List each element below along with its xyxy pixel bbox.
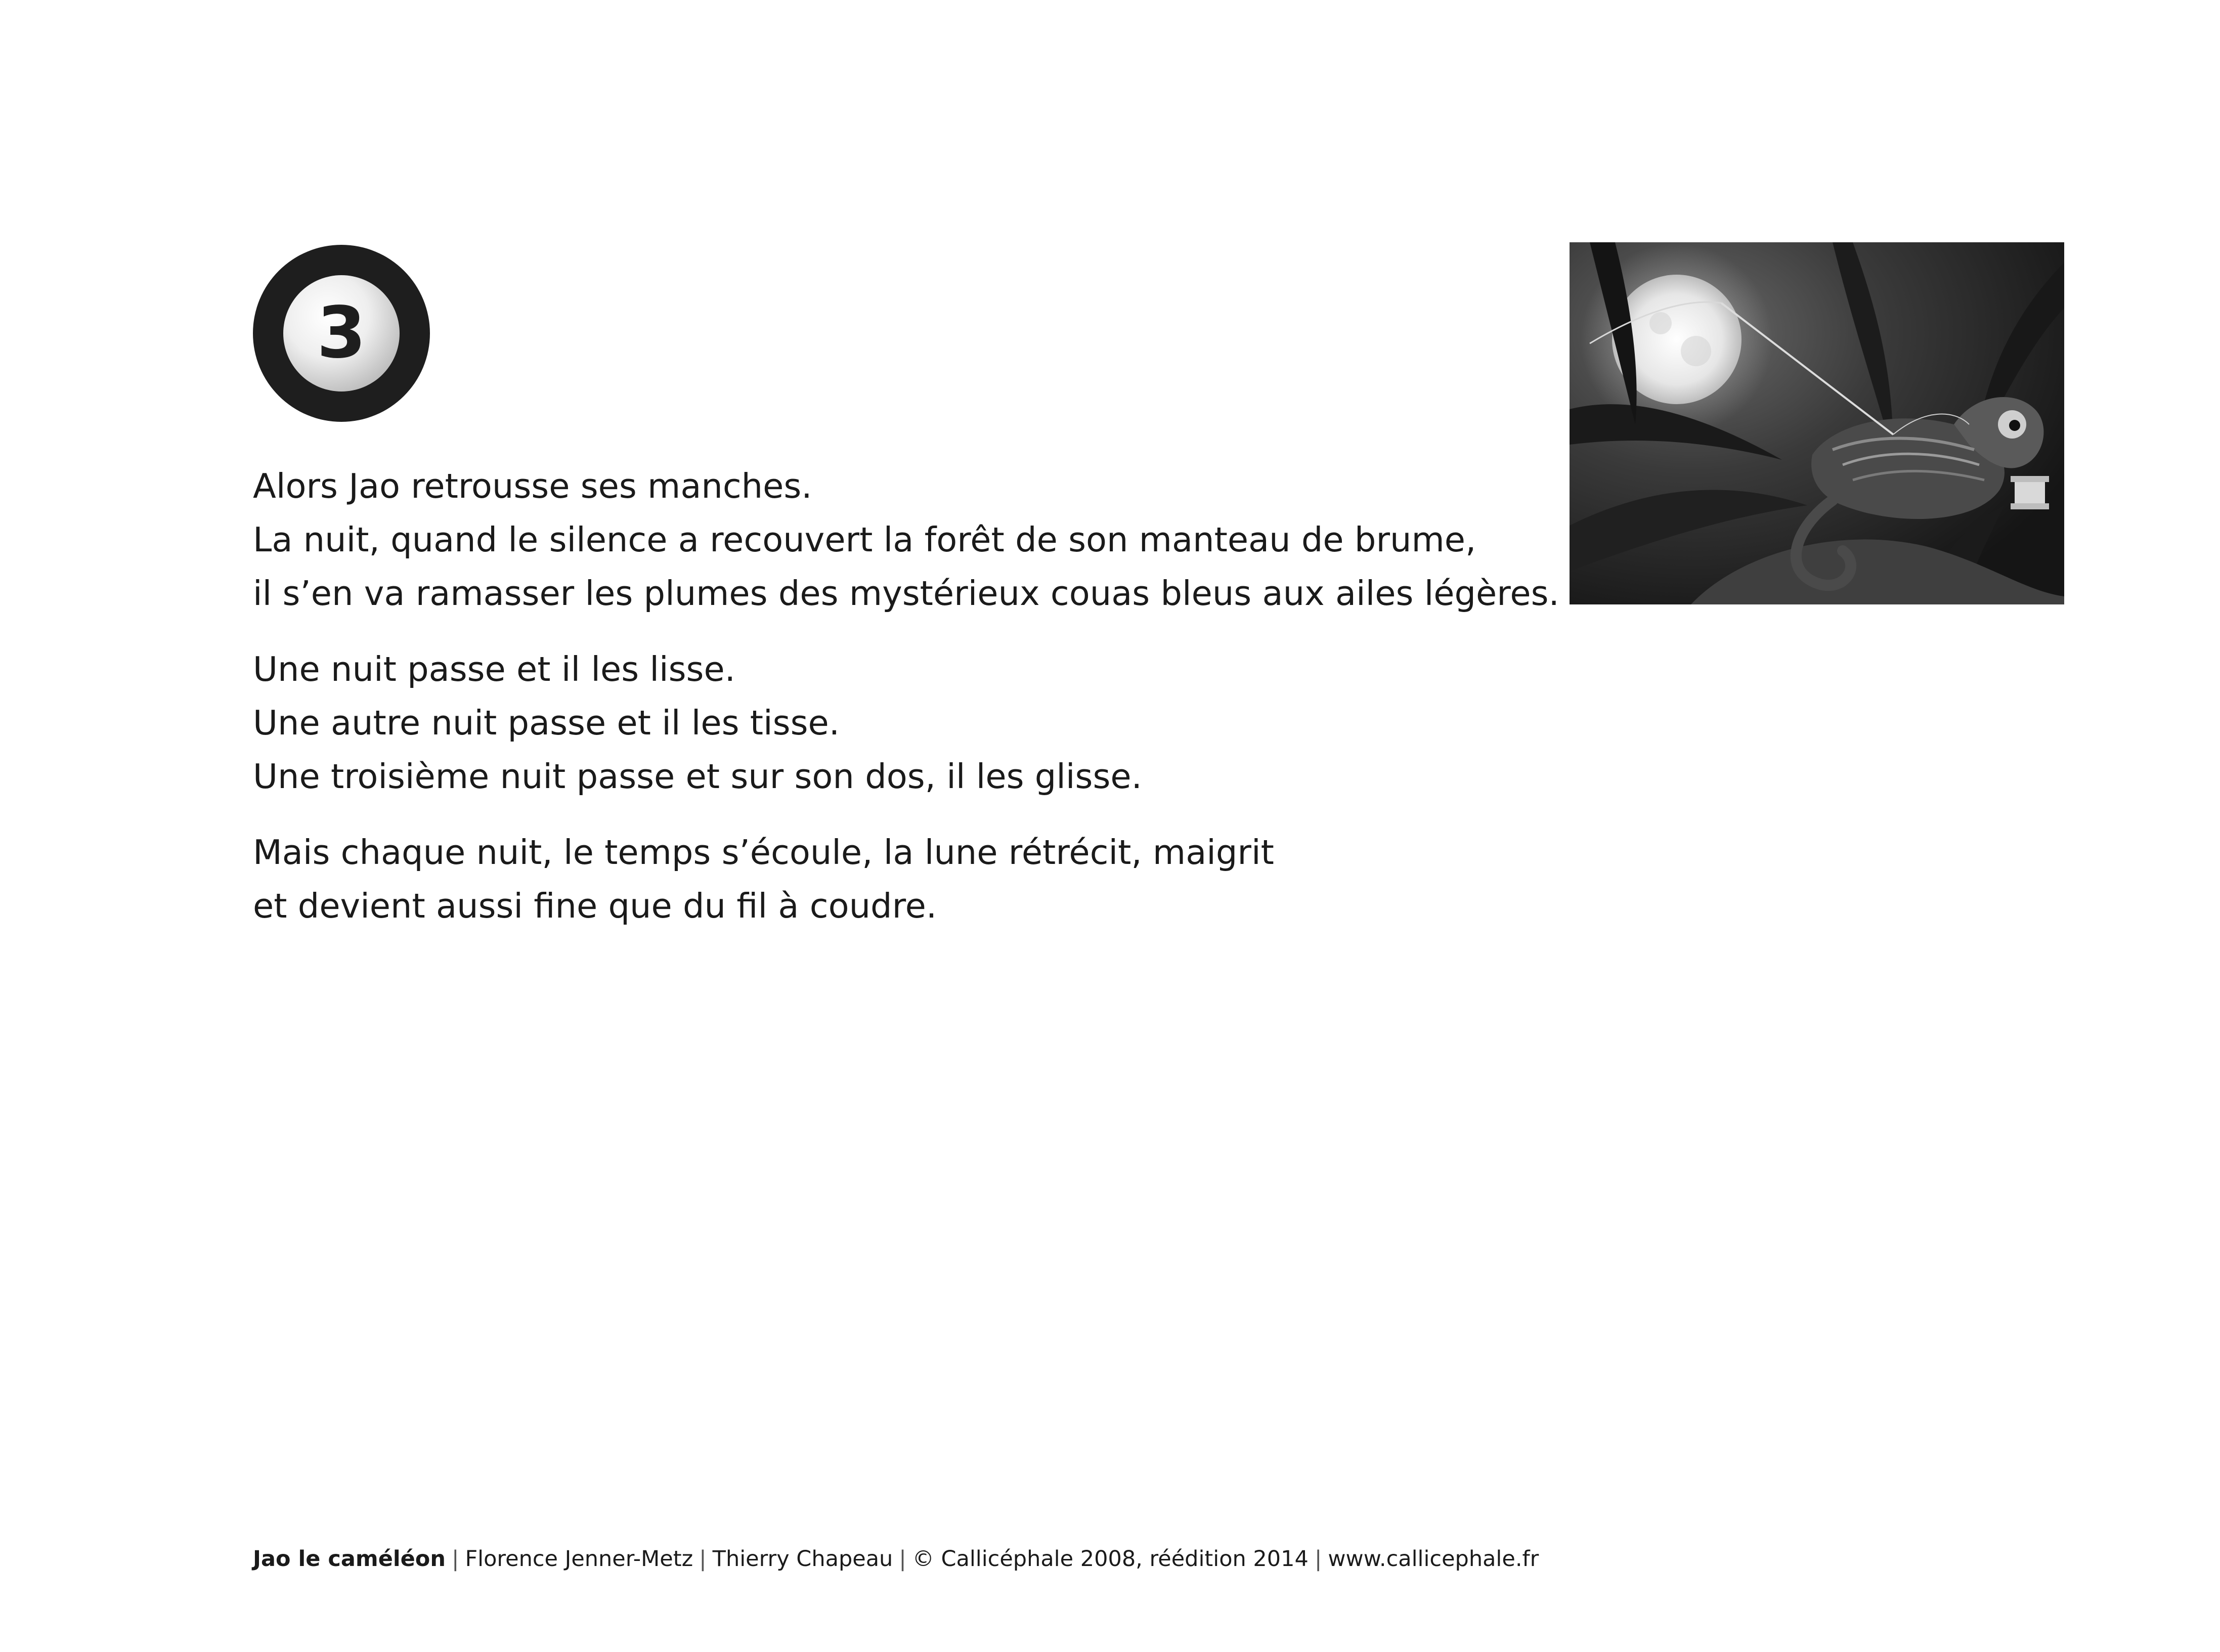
separator: | bbox=[699, 1546, 707, 1572]
author-name: Florence Jenner-Metz bbox=[465, 1546, 693, 1572]
story-line: Mais chaque nuit, le temps s’écoule, la lune rétrécit, maigrit bbox=[253, 833, 1274, 872]
moonlit-chameleon-illustration bbox=[1570, 242, 2064, 604]
story-paragraph-2 bbox=[253, 642, 1568, 803]
chapter-badge-inner bbox=[283, 275, 400, 392]
footer-credits bbox=[253, 1544, 1539, 1574]
illustrator-name: Thierry Chapeau bbox=[712, 1546, 893, 1572]
story-line: Une troisième nuit passe et sur son dos, il les glisse. bbox=[253, 757, 1142, 796]
website-link[interactable]: www.callicephale.fr bbox=[1328, 1546, 1539, 1572]
story-line: et devient aussi fine que du fil à coudre. bbox=[253, 886, 937, 926]
story-paragraph-3 bbox=[253, 825, 1568, 933]
chapter-number: 3 bbox=[317, 292, 366, 374]
separator: | bbox=[451, 1546, 459, 1572]
story-line: Une autre nuit passe et il les tisse. bbox=[253, 703, 840, 743]
copyright-notice: © Callicéphale 2008, réédition 2014 bbox=[912, 1546, 1309, 1572]
separator: | bbox=[1314, 1546, 1322, 1572]
story-paragraph-1 bbox=[253, 459, 1568, 620]
story-text bbox=[253, 459, 1568, 955]
story-line: La nuit, quand le silence a recouvert la forêt de son manteau de brume, bbox=[253, 520, 1476, 559]
chapter-badge bbox=[253, 245, 430, 422]
story-line: Alors Jao retrousse ses manches. bbox=[253, 466, 812, 506]
story-line: il s’en va ramasser les plumes des mystérieux couas bleus aux ailes légères. bbox=[253, 574, 1559, 613]
story-line: Une nuit passe et il les lisse. bbox=[253, 649, 735, 689]
separator: | bbox=[899, 1546, 906, 1572]
book-title: Jao le caméléon bbox=[253, 1546, 446, 1572]
